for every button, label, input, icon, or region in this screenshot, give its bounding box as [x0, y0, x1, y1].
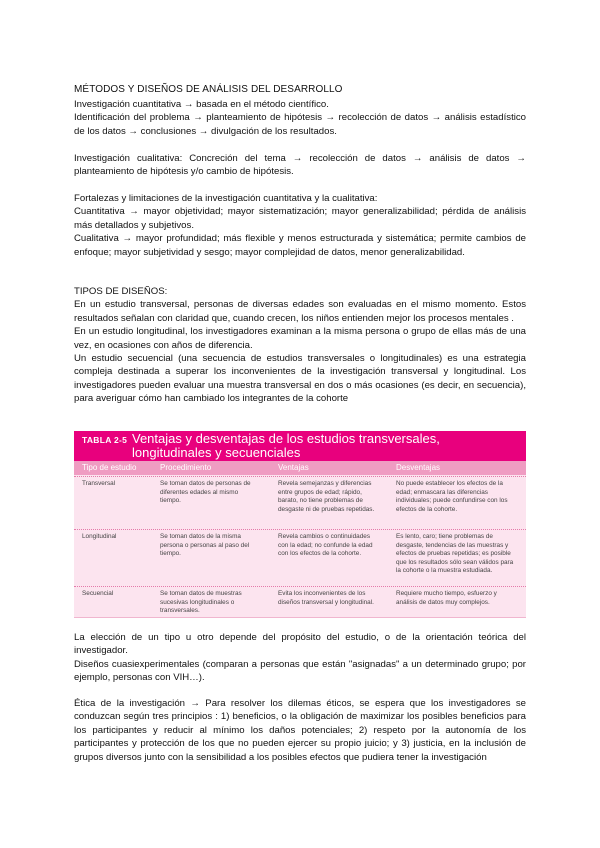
table-cell: Revela semejanzas y diferencias entre grupos de edad; rápido, barato, no tiene problemas de desgaste ni de pruebas repetidas. [278, 480, 375, 513]
table-cell: No puede establecer los efectos de la edad; enmascara las diferencias individuales; puede confundirse con los efectos de la cohorte. [396, 480, 508, 513]
ethics-text: Ética de la investigación → Para resolver los dilemas éticos, se espera que los investigadores se conduzcan según tres principios : 1) beneficios, o la obligación de maximizar los posibles beneficios para los participantes y reducir al mínimo los daños potenciales; 2) respeto por la autonomía de los participantes y protección de los que no pueden ejercer su propio juicio; y 3) justicia, en la inclusión de grupos diversos junto con la sensibilidad a los posibles efectos que pudiera tener la investigación [74, 698, 526, 763]
table-cell: Longitudinal [82, 533, 117, 540]
designs-heading: TIPOS DE DISEÑOS: [74, 286, 168, 297]
table-cell: Se toman datos de la misma persona o personas al paso del tiempo. [160, 533, 250, 558]
intro-line: Investigación cuantitativa → basada en el método científico. [74, 99, 329, 110]
table-cell: Requiere mucho tiempo, esfuerzo y análisis de datos muy complejos. [396, 590, 497, 606]
table-tag: TABLA 2-5 [82, 435, 128, 445]
ethics-block [74, 697, 526, 764]
table-cell: Se toman datos de personas de diferentes edades al mismo tiempo. [160, 480, 251, 505]
table-row [74, 476, 526, 529]
table-caption: Ventajas y desventajas de los estudios transversales, longitudinales y secuenciales [132, 431, 440, 460]
table-column-headers [74, 461, 526, 475]
table-row [74, 529, 526, 586]
designs-block [74, 285, 526, 406]
table-cell: Se toman datos de muestras sucesivas longitudinales o transversales. [160, 590, 242, 615]
intro-steps: Identificación del problema → planteamiento de hipótesis → recolección de datos → análisis estadístico de los datos → conclusiones → divulgación de los resultados. [74, 112, 526, 137]
qualitative-text: Investigación cualitativa: Concreción del tema → recolección de datos → análisis de datos → planteamiento de hipótesis y/o cambio de hipótesis. [74, 153, 526, 178]
strengths-qualitative: Cualitativa → mayor profundidad; más flexible y menos estructurada y sistemática; permite cambios de enfoque; mayor subjetividad y sesgo; mayor complejidad de datos, menor generalizabilidad. [74, 233, 526, 258]
quasi-experimental-text: Diseños cuasiexperimentales (comparan a personas que están "asignadas" a un determinado grupo; por ejemplo, personas con VIH…). [74, 658, 526, 684]
column-header: Ventajas [278, 463, 309, 472]
cross-sectional-text: En un estudio transversal, personas de diversas edades son evaluadas en el mismo momento. Estos resultados señalan con claridad que, cuando crecen, los niños entienden mejor los procesos mentales . [74, 299, 526, 324]
table-cell: Es lento, caro; tiene problemas de desgaste, tendencias de las muestras y efectos de pruebas repetidas; es posible que los resultados sólo sean válidos para la cohorte o la muestra estudiada. [396, 533, 514, 575]
column-header: Tipo de estudio [82, 463, 137, 472]
table-row [74, 586, 526, 617]
qualitative-block [74, 152, 526, 179]
table-cell: Transversal [82, 480, 116, 487]
column-header: Desventajas [396, 463, 441, 472]
table-2-5 [74, 431, 526, 618]
intro-block [74, 98, 526, 138]
strengths-heading: Fortalezas y limitaciones de la investigación cuantitativa y la cualitativa: [74, 193, 378, 204]
section-title: MÉTODOS Y DISEÑOS DE ANÁLISIS DEL DESARROLLO [74, 84, 343, 95]
table-cell: Evita los inconvenientes de los diseños transversal y longitudinal. [278, 590, 374, 606]
sequential-text: Un estudio secuencial (una secuencia de estudios transversales o longitudinales) es una estrategia compleja destinada a superar los inconvenientes de la investigación transversal y longitudinal. Los investigadores pueden evaluar una muestra transversal en dos o más ocasiones (es decir, en secuencia), para averiguar cómo han cambiado los integrantes de la cohorte [74, 353, 526, 405]
table-cell: Revela cambios o continuidades con la edad; no confunde la edad con los efectos de la cohorte. [278, 533, 373, 558]
longitudinal-text: En un estudio longitudinal, los investigadores examinan a la misma persona o grupo de ellas más de una vez, en ocasiones con años de diferencia. [74, 326, 526, 351]
after-table-block [74, 631, 526, 685]
table-cell: Secuencial [82, 590, 114, 597]
column-header: Procedimiento [160, 463, 212, 472]
choice-text: La elección de un tipo u otro depende del propósito del estudio, o de la orientación teórica del investigador. [74, 632, 526, 657]
strengths-block [74, 192, 526, 259]
table-header-bar [74, 431, 526, 461]
strengths-quantitative: Cuantitativa → mayor objetividad; mayor sistematización; mayor generalizabilidad; pérdida de análisis más detallados y subjetivos. [74, 206, 526, 231]
